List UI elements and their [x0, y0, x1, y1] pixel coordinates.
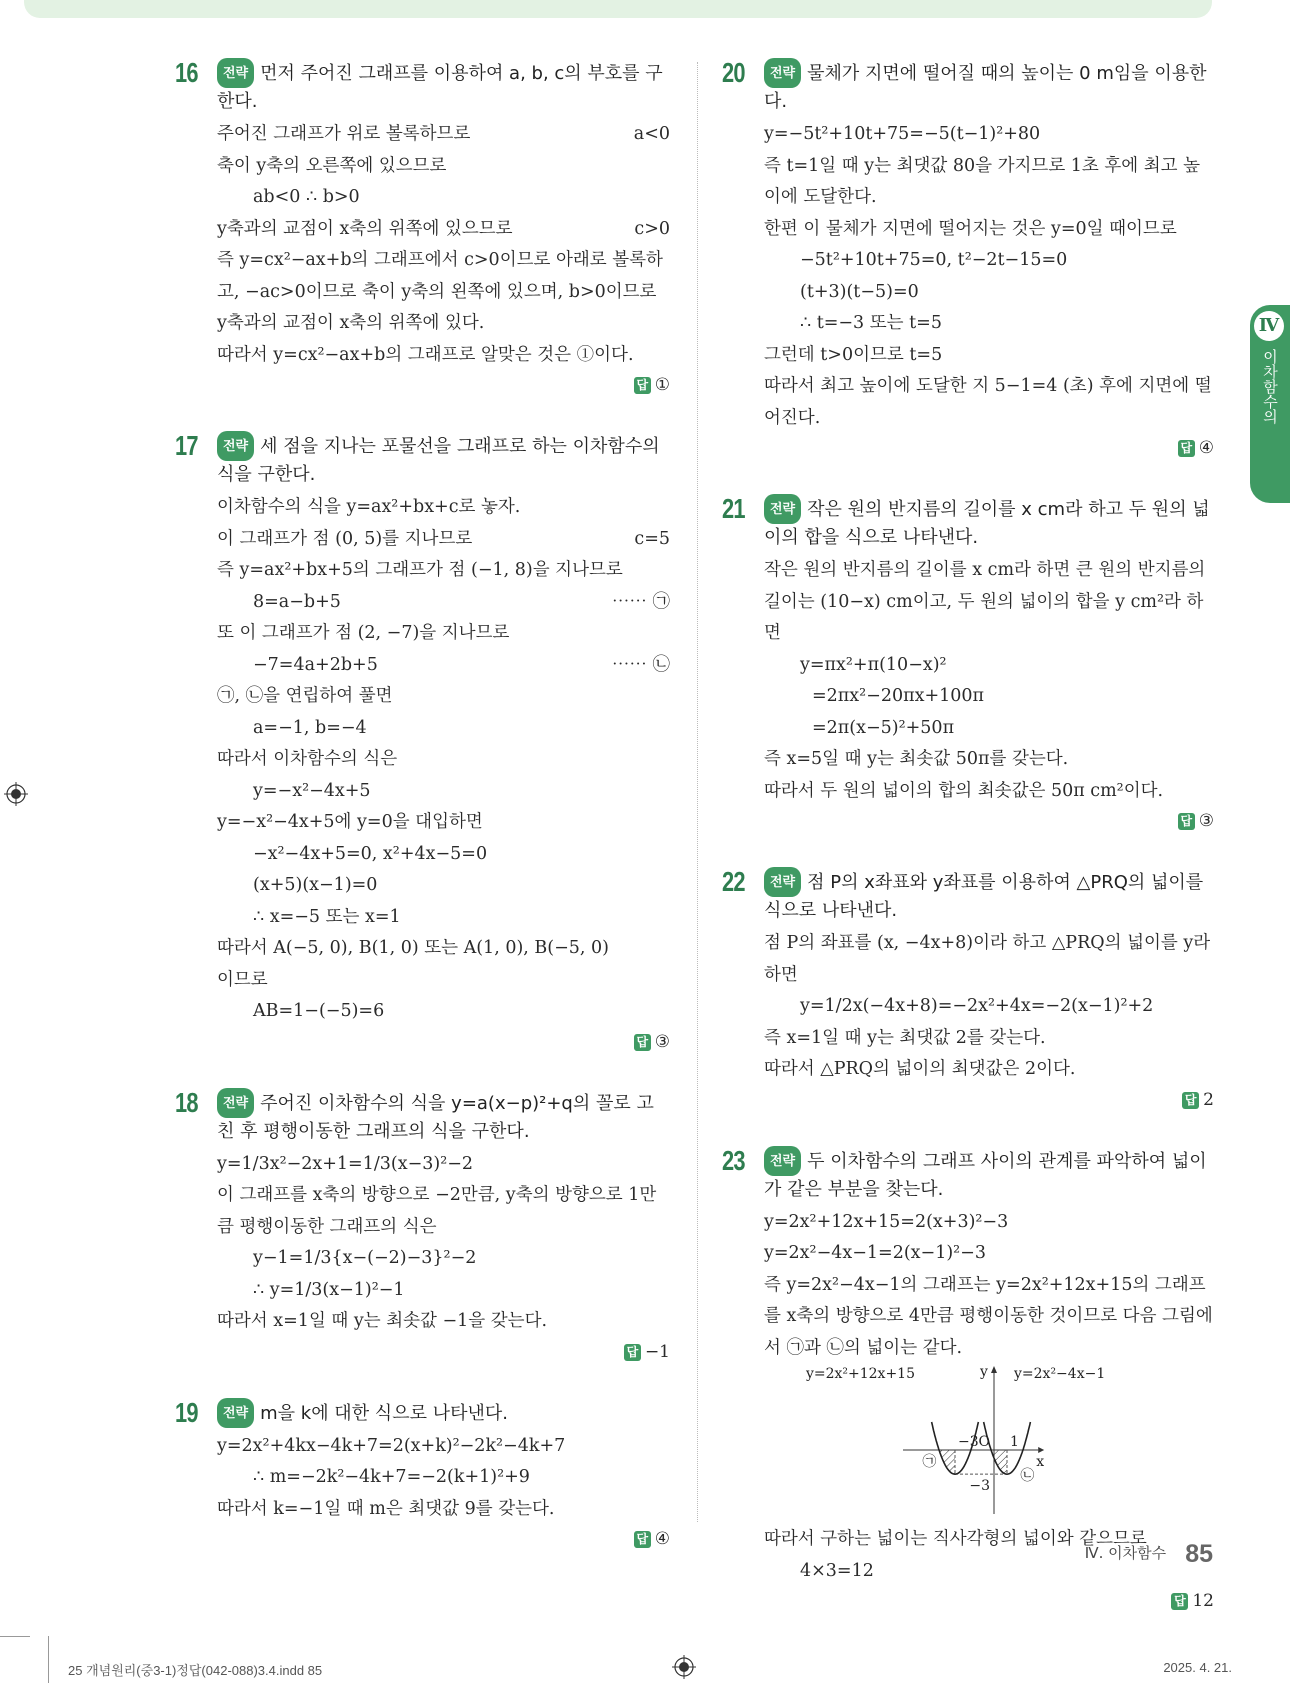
solution-line	[217, 1431, 670, 1463]
solution-line	[217, 492, 670, 524]
problem-number: 21	[722, 493, 745, 524]
strategy-badge: 전략	[217, 1088, 254, 1118]
line-text: y=−x²−4x+5에 y=0을 대입하면	[217, 812, 483, 832]
line-text: 즉 x=5일 때 y는 최솟값 50π를 갖는다.	[764, 749, 1069, 769]
strategy-badge: 전략	[217, 1398, 254, 1428]
solution-line	[217, 182, 670, 214]
solution-line	[764, 119, 1214, 151]
solution-line	[764, 1054, 1214, 1086]
right-column	[722, 58, 1214, 1647]
strategy-text	[764, 494, 1214, 552]
answer	[764, 434, 1214, 462]
line-text: 주어진 그래프가 위로 볼록하므로	[217, 124, 471, 144]
strategy-body: 작은 원의 반지름의 길이를 x cm라 하고 두 원의 넓이의 합을 식으로 나타낸다.	[764, 499, 1210, 548]
solution-line	[217, 650, 670, 682]
solution-line	[764, 340, 1214, 372]
line-text: 따라서 △PRQ의 넓이의 최댓값은 2이다.	[764, 1059, 1076, 1079]
solution-line	[217, 996, 670, 1028]
line-text: 따라서 최고 높이에 도달한 지 5−1=4 (초) 후에 지면에 떨어진다.	[764, 376, 1212, 428]
solution-line	[764, 991, 1214, 1023]
answer	[764, 807, 1214, 835]
solution-line	[217, 1149, 670, 1181]
region-a-label: ㉠	[922, 1454, 937, 1470]
page-number: 85	[1185, 1540, 1213, 1568]
line-text: 이므로	[217, 969, 268, 990]
answer	[217, 1338, 670, 1366]
answer-value: ③	[1198, 811, 1214, 831]
problem-number: 19	[175, 1396, 198, 1428]
answer-value: −1	[644, 1341, 670, 1362]
answer-value: ①	[654, 375, 670, 395]
answer-label: 답	[1182, 1092, 1199, 1109]
line-text: y=−5t²+10t+75=−5(t−1)²+80	[764, 124, 1041, 144]
line-text: −5t²+10t+75=0, t²−2t−15=0	[800, 250, 1068, 270]
line-text: ab<0 ∴ b>0	[253, 187, 360, 207]
solution-line	[217, 151, 670, 183]
line-text: =2πx²−20πx+100π	[812, 686, 985, 706]
line-text: 즉 t=1일 때 y는 최댓값 80을 가지므로 1초 후에 최고 높이에 도달한다.	[764, 155, 1201, 207]
strategy-text	[217, 58, 670, 116]
solution-line	[764, 1238, 1214, 1270]
solution-line	[764, 713, 1214, 745]
graph-figure	[764, 1364, 1214, 1524]
line-text: y축과의 교점이 x축의 위쪽에 있으므로	[217, 218, 513, 239]
line-tag: ⋯⋯ ㉡	[611, 654, 670, 675]
line-tag: a<0	[633, 124, 670, 144]
strategy-text	[217, 431, 670, 489]
line-text: y=πx²+π(10−x)²	[800, 654, 947, 675]
registration-mark-icon	[672, 1655, 696, 1679]
line-text: 따라서 k=−1일 때 m은 최댓값 9를 갖는다.	[217, 1498, 555, 1519]
problem-20	[722, 58, 1214, 462]
x-axis-label: x	[1036, 1454, 1045, 1470]
line-text: ㉠, ㉡을 연립하여 풀면	[217, 686, 393, 706]
problem-number: 23	[722, 1144, 745, 1176]
line-text: 4×3=12	[800, 1560, 874, 1581]
solution-line	[764, 776, 1214, 808]
line-tag: c>0	[634, 218, 670, 239]
answer	[764, 1086, 1214, 1114]
solution-line	[217, 839, 670, 871]
solution-line	[217, 776, 670, 808]
solution-line	[217, 807, 670, 839]
solution-line	[217, 555, 670, 587]
line-text: 따라서 구하는 넓이는 직사각형의 넓이와 같으므로	[764, 1529, 1147, 1549]
solution-line	[217, 340, 670, 372]
strategy-text	[217, 1088, 670, 1146]
line-text: (x+5)(x−1)=0	[253, 875, 378, 895]
solution-line	[764, 555, 1214, 650]
solution-line	[217, 524, 670, 556]
problem-number: 18	[175, 1086, 198, 1118]
line-text: 이차함수의 식을 y=ax²+bx+c로 놓자.	[217, 497, 521, 517]
answer-value: ④	[654, 1529, 670, 1549]
line-text: 또 이 그래프가 점 (2, −7)을 지나므로	[217, 623, 510, 643]
answer-label: 답	[1178, 440, 1195, 457]
answer-label: 답	[624, 1344, 641, 1361]
solution-line	[764, 650, 1214, 682]
print-slug-date: 2025. 4. 21.	[1163, 1660, 1232, 1675]
x-axis-arrow	[1038, 1447, 1044, 1453]
answer	[217, 371, 670, 399]
problem-18	[175, 1088, 670, 1366]
line-text: 축이 y축의 오른쪽에 있으므로	[217, 155, 447, 176]
parabola-graph	[805, 1364, 1144, 1524]
answer-label: 답	[1171, 1593, 1188, 1610]
line-text: ∴ y=1/3(x−1)²−1	[253, 1279, 405, 1300]
line-text: a=−1, b=−4	[253, 717, 367, 738]
strategy-body: 먼저 주어진 그래프를 이용하여 a, b, c의 부호를 구한다.	[217, 63, 663, 112]
y-axis-label: y	[980, 1364, 988, 1380]
line-text: ∴ x=−5 또는 x=1	[253, 906, 401, 927]
solution-line	[217, 713, 670, 745]
chapter-side-tab	[1250, 305, 1290, 503]
answer-label: 답	[1178, 813, 1195, 830]
line-text: y=−x²−4x+5	[253, 780, 371, 801]
answer-value: ③	[654, 1031, 670, 1052]
line-text: 따라서 두 원의 넓이의 합의 최솟값은 50π cm²이다.	[764, 780, 1164, 801]
problem-number: 22	[722, 866, 745, 897]
line-text: 8=a−b+5	[253, 591, 341, 612]
line-text: y=2x²+12x+15=2(x+3)²−3	[764, 1211, 1009, 1232]
solution-line	[217, 933, 670, 965]
line-text: 즉 y=ax²+bx+5의 그래프가 점 (−1, 8)을 지나므로	[217, 560, 623, 580]
line-text: 따라서 이차함수의 식은	[217, 749, 398, 769]
strategy-badge: 전략	[764, 867, 801, 897]
answer	[217, 1028, 670, 1056]
line-text: ∴ t=−3 또는 t=5	[800, 313, 942, 333]
left-column	[175, 58, 670, 1585]
region-b-label: ㉡	[1020, 1468, 1035, 1484]
problem-16	[175, 58, 670, 399]
strategy-body: 주어진 이차함수의 식을 y=a(x−p)²+q의 꼴로 고친 후 평행이동한 그래프의 식을 구한다.	[217, 1092, 654, 1142]
problem-number: 20	[722, 57, 745, 88]
origin-label: O	[978, 1434, 990, 1450]
solution-line	[764, 308, 1214, 340]
strategy-text	[217, 1398, 670, 1428]
answer	[217, 1525, 670, 1553]
strategy-badge: 전략	[764, 58, 801, 88]
line-text: 따라서 y=cx²−ax+b의 그래프로 알맞은 것은 ①이다.	[217, 344, 634, 365]
strategy-text	[764, 58, 1214, 116]
line-text: y=2x²+4kx−4k+7=2(x+k)²−2k²−4k+7	[217, 1435, 566, 1456]
print-slug-file: 25 개념원리(중3-1)정답(042-088)3.4.indd 85	[68, 1663, 323, 1678]
solution-line	[217, 1275, 670, 1307]
solution-line	[217, 587, 670, 619]
answer-value: ④	[1198, 438, 1214, 458]
strategy-badge: 전략	[217, 431, 254, 461]
line-text: 점 P의 좌표를 (x, −4x+8)이라 하고 △PRQ의 넓이를 y라 하면	[764, 933, 1211, 985]
line-text: =2π(x−5)²+50π	[812, 717, 955, 738]
line-text: y−1=1/3{x−(−2)−3}²−2	[253, 1248, 477, 1268]
problem-22	[722, 867, 1214, 1114]
line-text: (t+3)(t−5)=0	[800, 281, 919, 302]
line-tag: c=5	[634, 528, 670, 549]
strategy-badge: 전략	[764, 494, 801, 524]
answer-value: 2	[1203, 1089, 1214, 1110]
line-text: y=2x²−4x−1=2(x−1)²−3	[764, 1243, 986, 1263]
solution-line	[217, 1180, 670, 1243]
problem-number: 16	[175, 57, 198, 88]
solution-line	[764, 681, 1214, 713]
line-text: 작은 원의 반지름의 길이를 x cm라 하면 큰 원의 반지름의 길이는 (10−x) cm이고, 두 원의 넓이의 합을 y cm²라 하면	[764, 560, 1206, 643]
solution-line	[217, 870, 670, 902]
solution-line	[217, 214, 670, 246]
line-text: AB=1−(−5)=6	[253, 1001, 385, 1021]
strategy-body: 물체가 지면에 떨어질 때의 높이는 0 m임을 이용한다.	[764, 63, 1207, 112]
solution-line	[764, 744, 1214, 776]
line-text: y=1/3x²−2x+1=1/3(x−3)²−2	[217, 1153, 474, 1174]
page-footer	[1085, 1540, 1213, 1569]
answer-label: 답	[634, 1034, 651, 1051]
solution-line	[217, 902, 670, 934]
answer	[764, 1587, 1214, 1615]
left-curve-label: y=2x²+12x+15	[805, 1366, 915, 1382]
chapter-title: 이차함수의	[1261, 349, 1279, 424]
solution-line	[764, 1270, 1214, 1365]
strategy-text	[764, 867, 1214, 925]
answer-value: 12	[1192, 1591, 1214, 1611]
answer-label: 답	[634, 377, 651, 394]
solution-line	[217, 618, 670, 650]
registration-mark-icon	[4, 782, 28, 806]
line-tag: ⋯⋯ ㉠	[611, 591, 670, 612]
column-divider	[697, 62, 698, 1522]
solution-line	[217, 1306, 670, 1338]
line-text: 따라서 x=1일 때 y는 최솟값 −1을 갖는다.	[217, 1311, 548, 1331]
solution-line	[764, 245, 1214, 277]
y-tick-label: −3	[969, 1478, 990, 1495]
solution-line	[217, 744, 670, 776]
solution-line	[764, 151, 1214, 214]
solution-line	[764, 1207, 1214, 1239]
strategy-badge: 전략	[217, 58, 254, 88]
shaded-region-a	[939, 1450, 955, 1474]
line-text: y=1/2x(−4x+8)=−2x²+4x=−2(x−1)²+2	[800, 996, 1154, 1016]
section-title: Ⅳ. 이차함수	[1084, 1544, 1167, 1562]
strategy-body: 점 P의 x좌표와 y좌표를 이용하여 △PRQ의 넓이를 식으로 나타낸다.	[764, 872, 1204, 921]
strategy-badge: 전략	[764, 1146, 801, 1176]
problem-21	[722, 494, 1214, 835]
line-text: −x²−4x+5=0, x²+4x−5=0	[253, 843, 488, 864]
line-text: 즉 y=2x²−4x−1의 그래프는 y=2x²+12x+15의 그래프를 x축의 방향으로 4만큼 평행이동한 것이므로 다음 그림에서 ㉠과 ㉡의 넓이는 같다.	[764, 1274, 1213, 1358]
line-text: 한편 이 물체가 지면에 떨어지는 것은 y=0일 때이므로	[764, 218, 1177, 239]
line-text: 즉 x=1일 때 y는 최댓값 2를 갖는다.	[764, 1027, 1046, 1048]
y-axis-arrow	[991, 1366, 997, 1373]
top-band	[24, 0, 1212, 18]
solution-line	[764, 214, 1214, 246]
solution-line	[764, 928, 1214, 991]
solution-line	[217, 1462, 670, 1494]
line-text: 그런데 t>0이므로 t=5	[764, 344, 943, 365]
problem-19	[175, 1398, 670, 1554]
chapter-number: Ⅳ	[1254, 311, 1284, 341]
crop-mark	[0, 1636, 30, 1637]
right-curve-label: y=2x²−4x−1	[1014, 1366, 1106, 1382]
problem-number: 17	[175, 430, 198, 461]
line-text: 즉 y=cx²−ax+b의 그래프에서 c>0이므로 아래로 볼록하고, −ac>0이므로 축이 y축의 왼쪽에 있으며, b>0이므로 y축과의 교점이 x축의 위쪽에 있다.	[217, 250, 663, 333]
strategy-text	[764, 1146, 1214, 1204]
line-text: −7=4a+2b+5	[253, 654, 378, 675]
solution-line	[217, 119, 670, 151]
crop-mark	[48, 1636, 49, 1683]
x-tick-label: −3	[958, 1434, 979, 1450]
strategy-body: 두 이차함수의 그래프 사이의 관계를 파악하여 넓이가 같은 부분을 찾는다.	[764, 1150, 1207, 1200]
solution-line	[217, 1494, 670, 1526]
solution-line	[217, 681, 670, 713]
line-text: 이 그래프를 x축의 방향으로 −2만큼, y축의 방향으로 1만큼 평행이동한 그래프의 식은	[217, 1185, 657, 1237]
x-tick-label: 1	[1010, 1434, 1019, 1450]
answer-label: 답	[634, 1531, 651, 1548]
solution-line	[764, 277, 1214, 309]
strategy-body: 세 점을 지나는 포물선을 그래프로 하는 이차함수의 식을 구한다.	[217, 436, 660, 485]
solution-line	[764, 1023, 1214, 1055]
solution-line	[217, 1243, 670, 1275]
line-text: ∴ m=−2k²−4k+7=−2(k+1)²+9	[253, 1467, 530, 1487]
solution-line	[217, 965, 670, 997]
line-text: 이 그래프가 점 (0, 5)를 지나므로	[217, 528, 473, 549]
solution-line	[764, 371, 1214, 434]
solution-line	[217, 245, 670, 340]
problem-17	[175, 431, 670, 1056]
line-text: 따라서 A(−5, 0), B(1, 0) 또는 A(1, 0), B(−5, 0)	[217, 938, 609, 958]
strategy-body: m을 k에 대한 식으로 나타낸다.	[260, 1402, 508, 1424]
